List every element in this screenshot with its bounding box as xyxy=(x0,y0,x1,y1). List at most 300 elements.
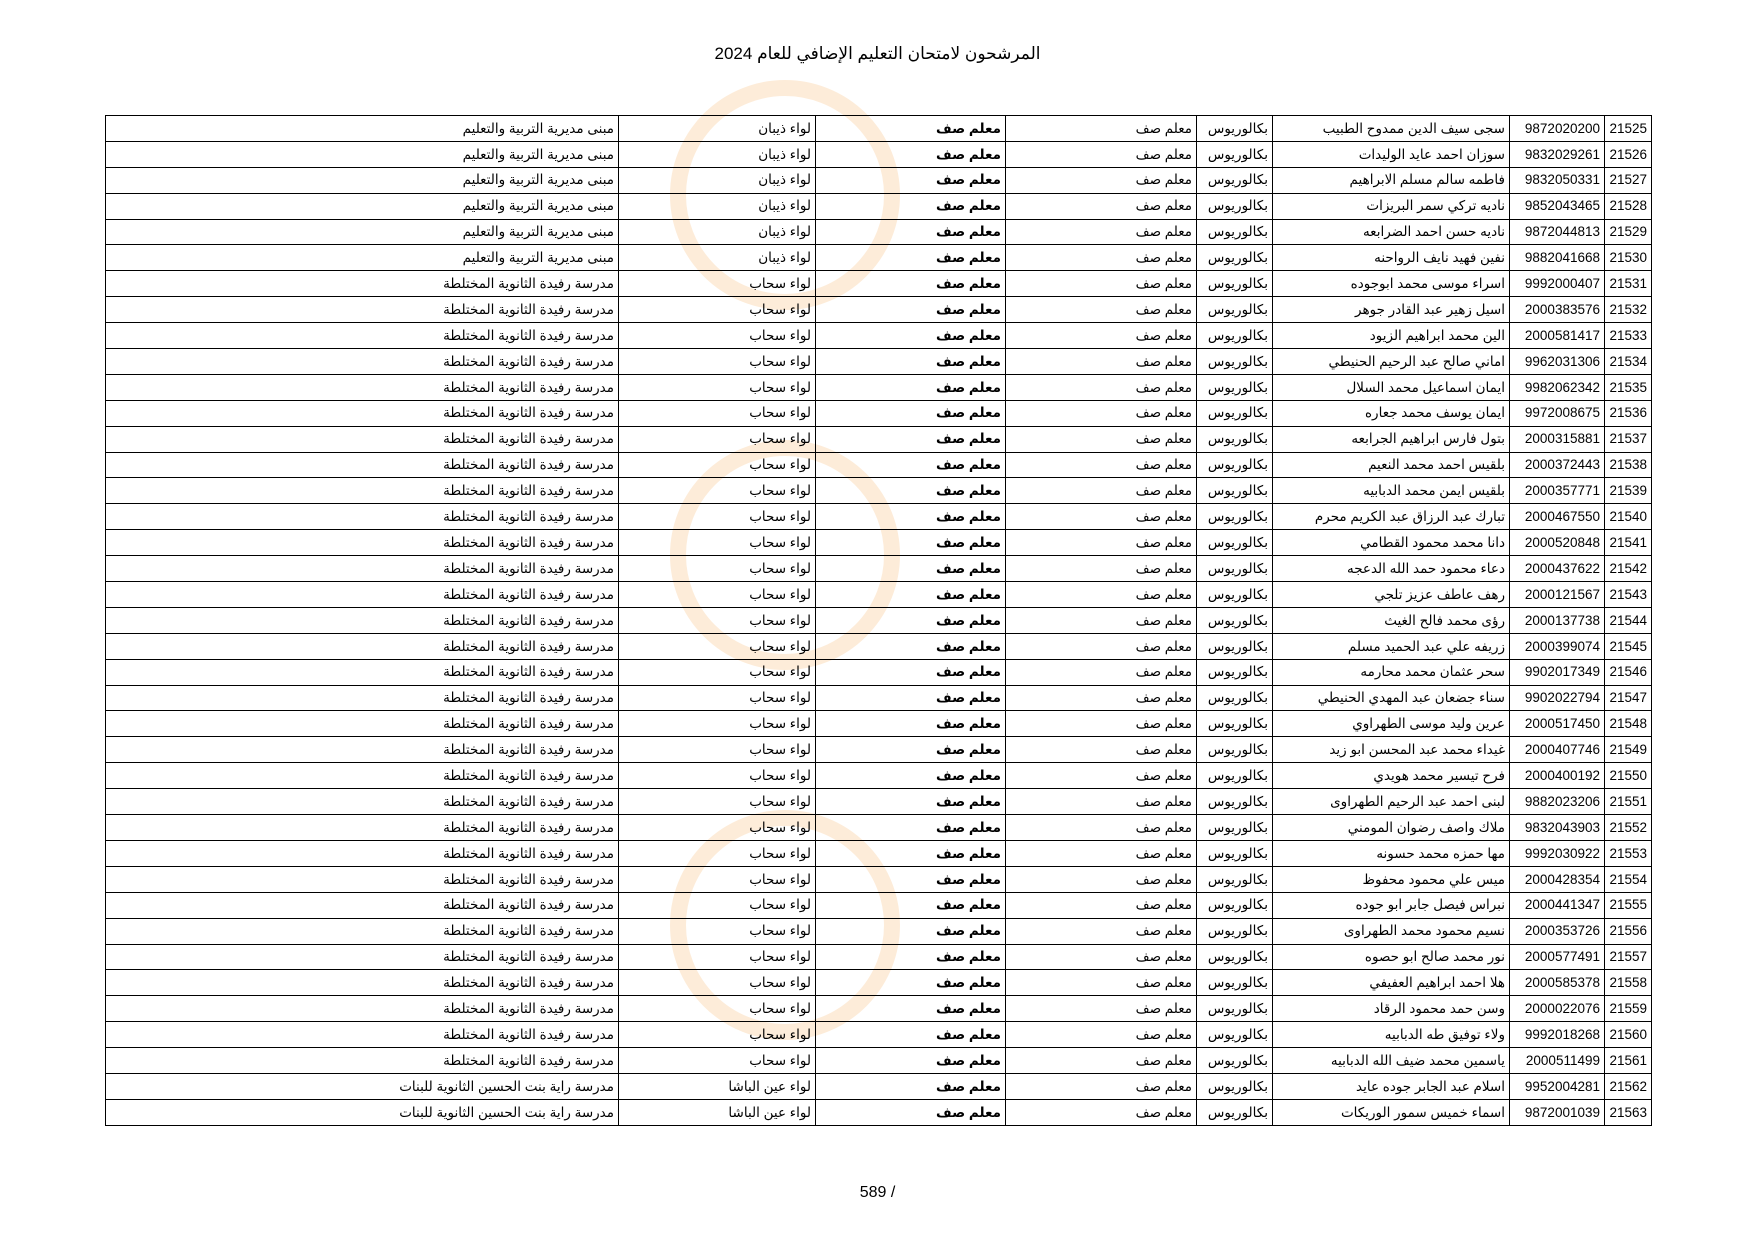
district-cell: لواء سحاب xyxy=(619,374,816,400)
table-row xyxy=(106,271,1652,297)
exam-subject-cell: معلم صف xyxy=(816,789,1006,815)
national-id-cell: 9982062342 xyxy=(1510,374,1605,400)
exam-subject-cell: معلم صف xyxy=(816,633,1006,659)
exam-subject-cell: معلم صف xyxy=(816,711,1006,737)
table-row xyxy=(106,685,1652,711)
degree-cell: بكالوريوس xyxy=(1197,400,1273,426)
candidate-name-cell: دانا محمد محمود القطامي xyxy=(1273,530,1510,556)
national-id-cell: 2000577491 xyxy=(1510,944,1605,970)
district-cell: لواء سحاب xyxy=(619,556,816,582)
specialization-cell: معلم صف xyxy=(1006,685,1197,711)
table-row xyxy=(106,219,1652,245)
exam-subject-cell: معلم صف xyxy=(816,219,1006,245)
exam-center-cell: مدرسة رفيدة الثانوية المختلطة xyxy=(106,426,619,452)
district-cell: لواء سحاب xyxy=(619,763,816,789)
national-id-cell: 9902022794 xyxy=(1510,685,1605,711)
seat-number-cell: 21544 xyxy=(1605,607,1652,633)
seat-number-cell: 21560 xyxy=(1605,1022,1652,1048)
seat-number-cell: 21536 xyxy=(1605,400,1652,426)
district-cell: لواء سحاب xyxy=(619,892,816,918)
degree-cell: بكالوريوس xyxy=(1197,685,1273,711)
degree-cell: بكالوريوس xyxy=(1197,737,1273,763)
seat-number-cell: 21532 xyxy=(1605,297,1652,323)
exam-center-cell: مدرسة رفيدة الثانوية المختلطة xyxy=(106,478,619,504)
exam-subject-cell: معلم صف xyxy=(816,400,1006,426)
exam-center-cell: مدرسة رفيدة الثانوية المختلطة xyxy=(106,1022,619,1048)
exam-subject-cell: معلم صف xyxy=(816,840,1006,866)
candidate-name-cell: لبنى احمد عبد الرحيم الطهراوى xyxy=(1273,789,1510,815)
seat-number-cell: 21540 xyxy=(1605,504,1652,530)
national-id-cell: 9992018268 xyxy=(1510,1022,1605,1048)
exam-center-cell: مبنى مديرية التربية والتعليم xyxy=(106,245,619,271)
exam-subject-cell: معلم صف xyxy=(816,478,1006,504)
table-row xyxy=(106,349,1652,375)
specialization-cell: معلم صف xyxy=(1006,582,1197,608)
candidate-name-cell: وسن حمد محمود الرقاد xyxy=(1273,996,1510,1022)
district-cell: لواء سحاب xyxy=(619,996,816,1022)
page-title: المرشحون لامتحان التعليم الإضافي للعام 2024 xyxy=(714,44,1041,63)
table-row xyxy=(106,504,1652,530)
exam-center-cell: مدرسة رفيدة الثانوية المختلطة xyxy=(106,892,619,918)
district-cell: لواء سحاب xyxy=(619,918,816,944)
candidate-name-cell: بتول فارس ابراهيم الجرابعه xyxy=(1273,426,1510,452)
specialization-cell: معلم صف xyxy=(1006,1099,1197,1125)
degree-cell: بكالوريوس xyxy=(1197,478,1273,504)
seat-number-cell: 21561 xyxy=(1605,1048,1652,1074)
seat-number-cell: 21542 xyxy=(1605,556,1652,582)
specialization-cell: معلم صف xyxy=(1006,530,1197,556)
national-id-cell: 9872020200 xyxy=(1510,116,1605,142)
district-cell: لواء سحاب xyxy=(619,815,816,841)
table-row xyxy=(106,1048,1652,1074)
table-row xyxy=(106,996,1652,1022)
exam-subject-cell: معلم صف xyxy=(816,374,1006,400)
table-row xyxy=(106,815,1652,841)
table-row xyxy=(106,582,1652,608)
degree-cell: بكالوريوس xyxy=(1197,633,1273,659)
table-row xyxy=(106,452,1652,478)
district-cell: لواء عين الباشا xyxy=(619,1099,816,1125)
exam-center-cell: مدرسة رفيدة الثانوية المختلطة xyxy=(106,659,619,685)
district-cell: لواء سحاب xyxy=(619,452,816,478)
exam-subject-cell: معلم صف xyxy=(816,918,1006,944)
exam-subject-cell: معلم صف xyxy=(816,685,1006,711)
national-id-cell: 9882041668 xyxy=(1510,245,1605,271)
candidates-table xyxy=(105,115,1652,1126)
degree-cell: بكالوريوس xyxy=(1197,607,1273,633)
district-cell: لواء سحاب xyxy=(619,582,816,608)
table-row xyxy=(106,1073,1652,1099)
table-row xyxy=(106,141,1652,167)
seat-number-cell: 21551 xyxy=(1605,789,1652,815)
exam-center-cell: مدرسة راية بنت الحسين الثانوية للبنات xyxy=(106,1073,619,1099)
degree-cell: بكالوريوس xyxy=(1197,426,1273,452)
seat-number-cell: 21562 xyxy=(1605,1073,1652,1099)
degree-cell: بكالوريوس xyxy=(1197,582,1273,608)
exam-center-cell: مبنى مديرية التربية والتعليم xyxy=(106,167,619,193)
seat-number-cell: 21528 xyxy=(1605,193,1652,219)
exam-center-cell: مدرسة رفيدة الثانوية المختلطة xyxy=(106,504,619,530)
exam-center-cell: مدرسة رفيدة الثانوية المختلطة xyxy=(106,815,619,841)
specialization-cell: معلم صف xyxy=(1006,271,1197,297)
table-row xyxy=(106,737,1652,763)
candidate-name-cell: اسيل زهير عبد القادر جوهر xyxy=(1273,297,1510,323)
candidate-name-cell: نبراس فيصل جابر ابو جوده xyxy=(1273,892,1510,918)
degree-cell: بكالوريوس xyxy=(1197,815,1273,841)
candidate-name-cell: مها حمزه محمد حسونه xyxy=(1273,840,1510,866)
candidate-name-cell: ناديه تركي سمر البريزات xyxy=(1273,193,1510,219)
national-id-cell: 9992000407 xyxy=(1510,271,1605,297)
table-row xyxy=(106,607,1652,633)
table-row xyxy=(106,633,1652,659)
seat-number-cell: 21545 xyxy=(1605,633,1652,659)
table-row xyxy=(106,245,1652,271)
national-id-cell: 2000315881 xyxy=(1510,426,1605,452)
table-row xyxy=(106,918,1652,944)
exam-center-cell: مدرسة رفيدة الثانوية المختلطة xyxy=(106,711,619,737)
exam-center-cell: مدرسة رفيدة الثانوية المختلطة xyxy=(106,633,619,659)
table-row xyxy=(106,763,1652,789)
district-cell: لواء سحاب xyxy=(619,349,816,375)
table-row xyxy=(106,478,1652,504)
specialization-cell: معلم صف xyxy=(1006,866,1197,892)
specialization-cell: معلم صف xyxy=(1006,297,1197,323)
national-id-cell: 9852043465 xyxy=(1510,193,1605,219)
table-row xyxy=(106,323,1652,349)
degree-cell: بكالوريوس xyxy=(1197,219,1273,245)
district-cell: لواء سحاب xyxy=(619,659,816,685)
specialization-cell: معلم صف xyxy=(1006,556,1197,582)
specialization-cell: معلم صف xyxy=(1006,1022,1197,1048)
seat-number-cell: 21548 xyxy=(1605,711,1652,737)
exam-subject-cell: معلم صف xyxy=(816,892,1006,918)
seat-number-cell: 21555 xyxy=(1605,892,1652,918)
candidate-name-cell: سناء جضعان عبد المهدي الحنيطي xyxy=(1273,685,1510,711)
exam-subject-cell: معلم صف xyxy=(816,141,1006,167)
exam-subject-cell: معلم صف xyxy=(816,245,1006,271)
degree-cell: بكالوريوس xyxy=(1197,504,1273,530)
degree-cell: بكالوريوس xyxy=(1197,840,1273,866)
seat-number-cell: 21529 xyxy=(1605,219,1652,245)
national-id-cell: 2000022076 xyxy=(1510,996,1605,1022)
national-id-cell: 9972008675 xyxy=(1510,400,1605,426)
seat-number-cell: 21558 xyxy=(1605,970,1652,996)
degree-cell: بكالوريوس xyxy=(1197,297,1273,323)
seat-number-cell: 21554 xyxy=(1605,866,1652,892)
table-row xyxy=(106,167,1652,193)
table-row xyxy=(106,711,1652,737)
national-id-cell: 2000441347 xyxy=(1510,892,1605,918)
specialization-cell: معلم صف xyxy=(1006,349,1197,375)
candidate-name-cell: بلقيس احمد محمد النعيم xyxy=(1273,452,1510,478)
exam-subject-cell: معلم صف xyxy=(816,530,1006,556)
candidate-name-cell: فرح تيسير محمد هويدي xyxy=(1273,763,1510,789)
district-cell: لواء سحاب xyxy=(619,297,816,323)
candidate-name-cell: زريفه علي عبد الحميد مسلم xyxy=(1273,633,1510,659)
table-row xyxy=(106,426,1652,452)
seat-number-cell: 21557 xyxy=(1605,944,1652,970)
table-row xyxy=(106,840,1652,866)
district-cell: لواء سحاب xyxy=(619,478,816,504)
national-id-cell: 2000137738 xyxy=(1510,607,1605,633)
national-id-cell: 2000357771 xyxy=(1510,478,1605,504)
degree-cell: بكالوريوس xyxy=(1197,530,1273,556)
seat-number-cell: 21526 xyxy=(1605,141,1652,167)
district-cell: لواء عين الباشا xyxy=(619,1073,816,1099)
degree-cell: بكالوريوس xyxy=(1197,323,1273,349)
specialization-cell: معلم صف xyxy=(1006,1048,1197,1074)
specialization-cell: معلم صف xyxy=(1006,918,1197,944)
exam-center-cell: مدرسة رفيدة الثانوية المختلطة xyxy=(106,996,619,1022)
specialization-cell: معلم صف xyxy=(1006,116,1197,142)
seat-number-cell: 21537 xyxy=(1605,426,1652,452)
national-id-cell: 9832050331 xyxy=(1510,167,1605,193)
national-id-cell: 2000372443 xyxy=(1510,452,1605,478)
candidate-name-cell: اماني صالح عبد الرحيم الحنيطي xyxy=(1273,349,1510,375)
seat-number-cell: 21549 xyxy=(1605,737,1652,763)
district-cell: لواء سحاب xyxy=(619,504,816,530)
specialization-cell: معلم صف xyxy=(1006,737,1197,763)
exam-center-cell: مدرسة رفيدة الثانوية المختلطة xyxy=(106,685,619,711)
specialization-cell: معلم صف xyxy=(1006,996,1197,1022)
national-id-cell: 9992030922 xyxy=(1510,840,1605,866)
specialization-cell: معلم صف xyxy=(1006,478,1197,504)
district-cell: لواء سحاب xyxy=(619,970,816,996)
table-row xyxy=(106,530,1652,556)
district-cell: لواء ذيبان xyxy=(619,245,816,271)
exam-subject-cell: معلم صف xyxy=(816,815,1006,841)
candidate-name-cell: ميس علي محمود محفوظ xyxy=(1273,866,1510,892)
candidate-name-cell: ناديه حسن احمد الضرابعه xyxy=(1273,219,1510,245)
candidate-name-cell: نفين فهيد نايف الرواحنه xyxy=(1273,245,1510,271)
degree-cell: بكالوريوس xyxy=(1197,866,1273,892)
specialization-cell: معلم صف xyxy=(1006,1073,1197,1099)
candidate-name-cell: نور محمد صالح ابو حصوه xyxy=(1273,944,1510,970)
exam-center-cell: مدرسة رفيدة الثانوية المختلطة xyxy=(106,918,619,944)
exam-subject-cell: معلم صف xyxy=(816,1099,1006,1125)
district-cell: لواء سحاب xyxy=(619,737,816,763)
candidate-name-cell: رهف عاطف عزيز تلجي xyxy=(1273,582,1510,608)
national-id-cell: 2000428354 xyxy=(1510,866,1605,892)
exam-subject-cell: معلم صف xyxy=(816,349,1006,375)
district-cell: لواء سحاب xyxy=(619,866,816,892)
national-id-cell: 2000353726 xyxy=(1510,918,1605,944)
national-id-cell: 9872001039 xyxy=(1510,1099,1605,1125)
national-id-cell: 2000467550 xyxy=(1510,504,1605,530)
degree-cell: بكالوريوس xyxy=(1197,245,1273,271)
degree-cell: بكالوريوس xyxy=(1197,918,1273,944)
exam-subject-cell: معلم صف xyxy=(816,271,1006,297)
exam-center-cell: مدرسة رفيدة الثانوية المختلطة xyxy=(106,866,619,892)
national-id-cell: 2000581417 xyxy=(1510,323,1605,349)
specialization-cell: معلم صف xyxy=(1006,400,1197,426)
national-id-cell: 9832043903 xyxy=(1510,815,1605,841)
seat-number-cell: 21556 xyxy=(1605,918,1652,944)
candidate-name-cell: فاطمه سالم مسلم الابراهيم xyxy=(1273,167,1510,193)
table-row xyxy=(106,556,1652,582)
degree-cell: بكالوريوس xyxy=(1197,1073,1273,1099)
table-row xyxy=(106,116,1652,142)
seat-number-cell: 21525 xyxy=(1605,116,1652,142)
exam-subject-cell: معلم صف xyxy=(816,323,1006,349)
exam-center-cell: مدرسة رفيدة الثانوية المختلطة xyxy=(106,400,619,426)
exam-center-cell: مبنى مديرية التربية والتعليم xyxy=(106,193,619,219)
national-id-cell: 9882023206 xyxy=(1510,789,1605,815)
district-cell: لواء سحاب xyxy=(619,633,816,659)
district-cell: لواء سحاب xyxy=(619,323,816,349)
table-row xyxy=(106,892,1652,918)
seat-number-cell: 21552 xyxy=(1605,815,1652,841)
seat-number-cell: 21531 xyxy=(1605,271,1652,297)
exam-center-cell: مبنى مديرية التربية والتعليم xyxy=(106,219,619,245)
seat-number-cell: 21547 xyxy=(1605,685,1652,711)
exam-subject-cell: معلم صف xyxy=(816,297,1006,323)
district-cell: لواء سحاب xyxy=(619,530,816,556)
exam-center-cell: مدرسة رفيدة الثانوية المختلطة xyxy=(106,1048,619,1074)
degree-cell: بكالوريوس xyxy=(1197,116,1273,142)
national-id-cell: 2000399074 xyxy=(1510,633,1605,659)
seat-number-cell: 21539 xyxy=(1605,478,1652,504)
national-id-cell: 2000437622 xyxy=(1510,556,1605,582)
exam-center-cell: مدرسة رفيدة الثانوية المختلطة xyxy=(106,556,619,582)
specialization-cell: معلم صف xyxy=(1006,815,1197,841)
candidate-name-cell: الين محمد ابراهيم الزيود xyxy=(1273,323,1510,349)
district-cell: لواء ذيبان xyxy=(619,193,816,219)
exam-center-cell: مدرسة رفيدة الثانوية المختلطة xyxy=(106,452,619,478)
table-row xyxy=(106,193,1652,219)
district-cell: لواء سحاب xyxy=(619,426,816,452)
candidate-name-cell: اسراء موسى محمد ابوجوده xyxy=(1273,271,1510,297)
candidate-name-cell: هلا احمد ابراهيم العفيفي xyxy=(1273,970,1510,996)
national-id-cell: 2000383576 xyxy=(1510,297,1605,323)
degree-cell: بكالوريوس xyxy=(1197,141,1273,167)
seat-number-cell: 21546 xyxy=(1605,659,1652,685)
district-cell: لواء سحاب xyxy=(619,271,816,297)
district-cell: لواء سحاب xyxy=(619,840,816,866)
candidate-name-cell: عرين وليد موسى الطهراوي xyxy=(1273,711,1510,737)
national-id-cell: 9872044813 xyxy=(1510,219,1605,245)
district-cell: لواء سحاب xyxy=(619,944,816,970)
degree-cell: بكالوريوس xyxy=(1197,892,1273,918)
exam-center-cell: مدرسة رفيدة الثانوية المختلطة xyxy=(106,970,619,996)
specialization-cell: معلم صف xyxy=(1006,970,1197,996)
exam-subject-cell: معلم صف xyxy=(816,866,1006,892)
exam-center-cell: مبنى مديرية التربية والتعليم xyxy=(106,141,619,167)
exam-subject-cell: معلم صف xyxy=(816,167,1006,193)
exam-center-cell: مدرسة رفيدة الثانوية المختلطة xyxy=(106,374,619,400)
candidate-name-cell: سحر عثمان محمد محارمه xyxy=(1273,659,1510,685)
exam-center-cell: مدرسة رفيدة الثانوية المختلطة xyxy=(106,840,619,866)
national-id-cell: 2000511499 xyxy=(1510,1048,1605,1074)
specialization-cell: معلم صف xyxy=(1006,504,1197,530)
degree-cell: بكالوريوس xyxy=(1197,789,1273,815)
seat-number-cell: 21533 xyxy=(1605,323,1652,349)
exam-subject-cell: معلم صف xyxy=(816,996,1006,1022)
exam-center-cell: مدرسة رفيدة الثانوية المختلطة xyxy=(106,582,619,608)
exam-subject-cell: معلم صف xyxy=(816,193,1006,219)
degree-cell: بكالوريوس xyxy=(1197,944,1273,970)
exam-subject-cell: معلم صف xyxy=(816,607,1006,633)
seat-number-cell: 21541 xyxy=(1605,530,1652,556)
exam-subject-cell: معلم صف xyxy=(816,1048,1006,1074)
seat-number-cell: 21535 xyxy=(1605,374,1652,400)
degree-cell: بكالوريوس xyxy=(1197,167,1273,193)
district-cell: لواء سحاب xyxy=(619,789,816,815)
exam-center-cell: مدرسة رفيدة الثانوية المختلطة xyxy=(106,297,619,323)
candidate-name-cell: ولاء توفيق طه الدبابيه xyxy=(1273,1022,1510,1048)
table-row xyxy=(106,970,1652,996)
degree-cell: بكالوريوس xyxy=(1197,1022,1273,1048)
candidate-name-cell: رؤى محمد فالح الغيث xyxy=(1273,607,1510,633)
table-row xyxy=(106,866,1652,892)
district-cell: لواء سحاب xyxy=(619,1048,816,1074)
seat-number-cell: 21530 xyxy=(1605,245,1652,271)
exam-subject-cell: معلم صف xyxy=(816,944,1006,970)
district-cell: لواء ذيبان xyxy=(619,219,816,245)
specialization-cell: معلم صف xyxy=(1006,840,1197,866)
specialization-cell: معلم صف xyxy=(1006,711,1197,737)
national-id-cell: 2000517450 xyxy=(1510,711,1605,737)
exam-center-cell: مدرسة راية بنت الحسين الثانوية للبنات xyxy=(106,1099,619,1125)
candidate-name-cell: تبارك عبد الرزاق عبد الكريم محرم xyxy=(1273,504,1510,530)
exam-center-cell: مدرسة رفيدة الثانوية المختلطة xyxy=(106,271,619,297)
candidate-name-cell: ايمان يوسف محمد جعاره xyxy=(1273,400,1510,426)
specialization-cell: معلم صف xyxy=(1006,426,1197,452)
degree-cell: بكالوريوس xyxy=(1197,556,1273,582)
specialization-cell: معلم صف xyxy=(1006,607,1197,633)
degree-cell: بكالوريوس xyxy=(1197,193,1273,219)
table-row xyxy=(106,1099,1652,1125)
table-row xyxy=(106,400,1652,426)
exam-subject-cell: معلم صف xyxy=(816,1073,1006,1099)
exam-subject-cell: معلم صف xyxy=(816,116,1006,142)
district-cell: لواء سحاب xyxy=(619,685,816,711)
table-row xyxy=(106,1022,1652,1048)
national-id-cell: 2000121567 xyxy=(1510,582,1605,608)
national-id-cell: 2000585378 xyxy=(1510,970,1605,996)
candidate-name-cell: سوزان احمد عايد الوليدات xyxy=(1273,141,1510,167)
table-row xyxy=(106,659,1652,685)
specialization-cell: معلم صف xyxy=(1006,789,1197,815)
specialization-cell: معلم صف xyxy=(1006,245,1197,271)
district-cell: لواء ذيبان xyxy=(619,167,816,193)
district-cell: لواء ذيبان xyxy=(619,116,816,142)
candidate-name-cell: ملاك واصف رضوان المومني xyxy=(1273,815,1510,841)
specialization-cell: معلم صف xyxy=(1006,193,1197,219)
exam-subject-cell: معلم صف xyxy=(816,582,1006,608)
page-number: 589 / xyxy=(859,1184,896,1201)
candidate-name-cell: ياسمين محمد ضيف الله الدبابيه xyxy=(1273,1048,1510,1074)
district-cell: لواء سحاب xyxy=(619,1022,816,1048)
seat-number-cell: 21543 xyxy=(1605,582,1652,608)
exam-subject-cell: معلم صف xyxy=(816,556,1006,582)
exam-subject-cell: معلم صف xyxy=(816,452,1006,478)
seat-number-cell: 21563 xyxy=(1605,1099,1652,1125)
candidate-name-cell: غيداء محمد عبد المحسن ابو زيد xyxy=(1273,737,1510,763)
national-id-cell: 9962031306 xyxy=(1510,349,1605,375)
exam-subject-cell: معلم صف xyxy=(816,426,1006,452)
specialization-cell: معلم صف xyxy=(1006,763,1197,789)
national-id-cell: 2000400192 xyxy=(1510,763,1605,789)
table-row xyxy=(106,789,1652,815)
exam-center-cell: مدرسة رفيدة الثانوية المختلطة xyxy=(106,763,619,789)
exam-subject-cell: معلم صف xyxy=(816,504,1006,530)
candidate-name-cell: اسماء خميس سمور الوريكات xyxy=(1273,1099,1510,1125)
degree-cell: بكالوريوس xyxy=(1197,452,1273,478)
seat-number-cell: 21553 xyxy=(1605,840,1652,866)
exam-center-cell: مدرسة رفيدة الثانوية المختلطة xyxy=(106,349,619,375)
seat-number-cell: 21538 xyxy=(1605,452,1652,478)
